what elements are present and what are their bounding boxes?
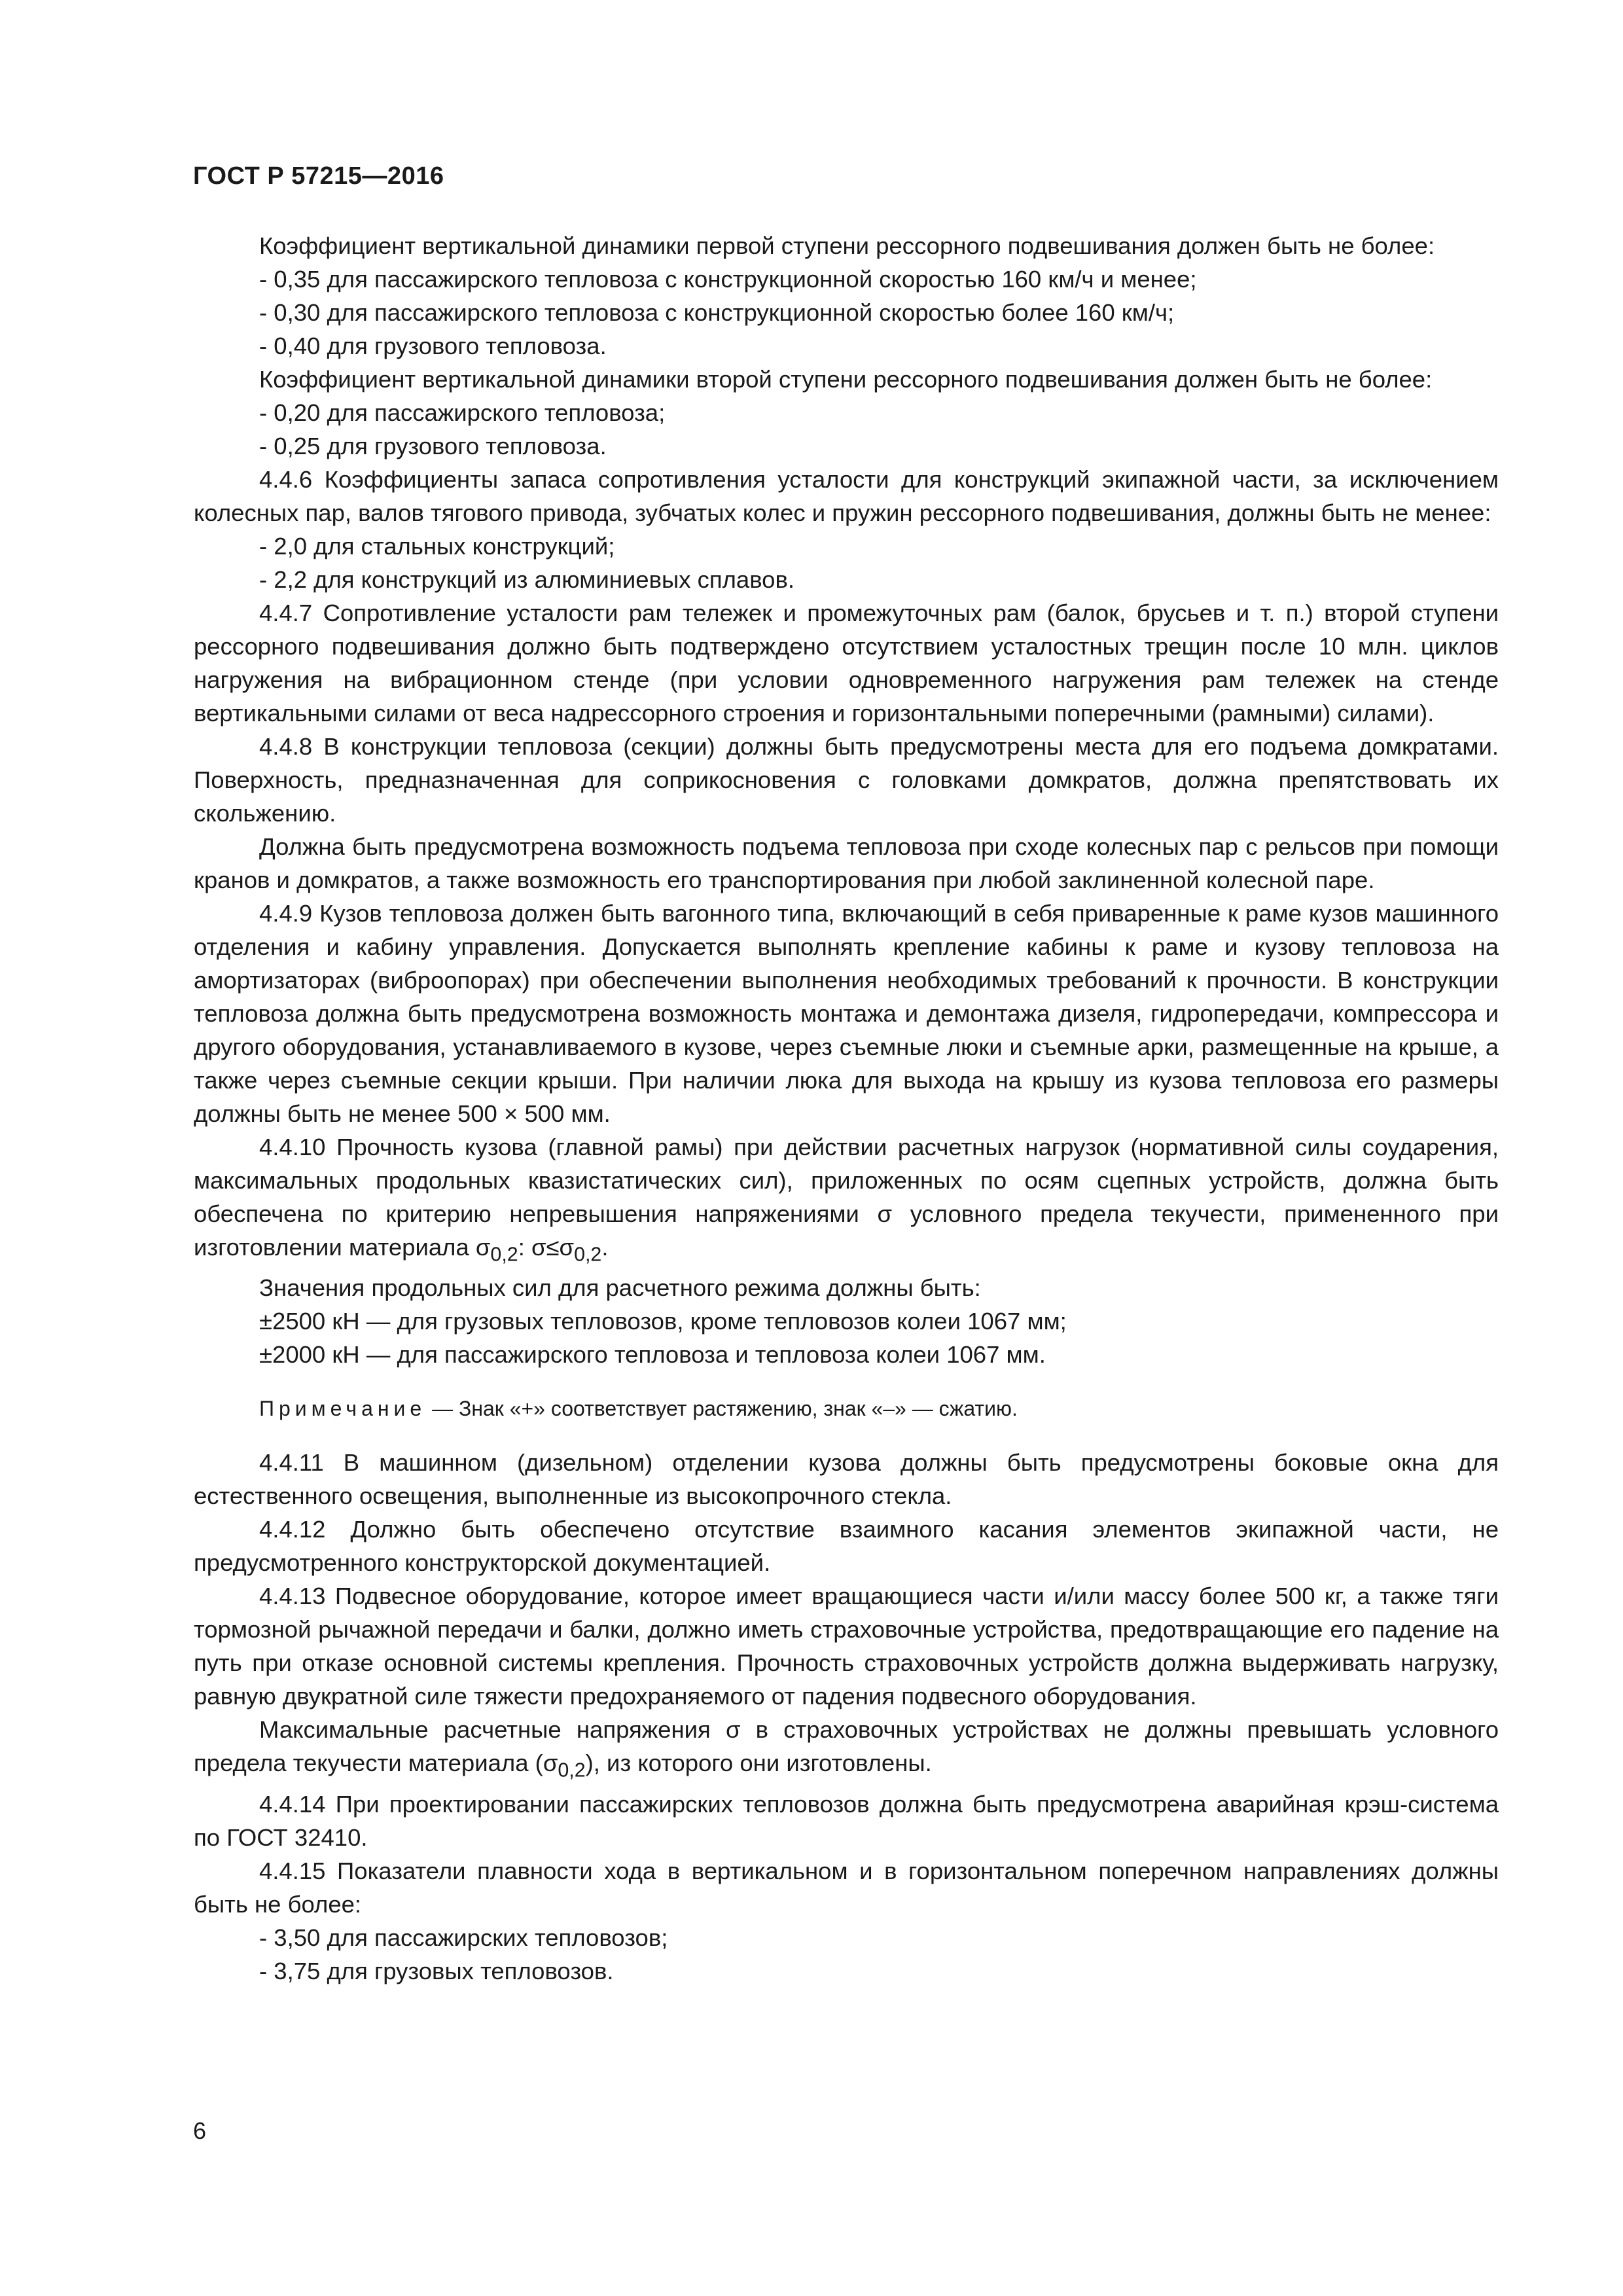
document-body	[194, 229, 1499, 1988]
note-text: — Знак «+» соответствует растяжению, знак «–» — сжатию.	[426, 1397, 1018, 1421]
paragraph	[194, 1713, 1499, 1787]
list-item: - 2,2 для конструкций из алюминиевых сплавов.	[259, 566, 795, 593]
list-item: - 3,75 для грузовых тепловозов.	[259, 1957, 614, 1984]
paragraph-end: ), из которого они изготовлены.	[585, 1749, 932, 1777]
paragraph-4-4-13: 4.4.13 Подвесное оборудование, которое имеет вращающиеся части и/или массу более 500 кг, а также тяги тормозной рычажной передачи и балки, должно иметь страховочные устройства, предотвращающие его падение на путь при отказе основной системы крепления. Прочность страховочных устройств должна выдерживать нагрузку, равную двукратной силе тяжести предохраняемого от падения подвесного оборудования.	[194, 1583, 1499, 1710]
paragraph-4-4-15: 4.4.15 Показатели плавности хода в вертикальном и в горизонтальном поперечном направлениях должны быть не более:	[194, 1857, 1499, 1918]
page-number: 6	[193, 2117, 207, 2144]
list-item: - 0,40 для грузового тепловоза.	[259, 332, 607, 359]
paragraph: Коэффициент вертикальной динамики второй ступени рессорного подвешивания должен быть не более:	[259, 366, 1433, 393]
list-item: - 2,0 для стальных конструкций;	[259, 533, 615, 560]
paragraph-4-4-7: 4.4.7 Сопротивление усталости рам тележек и промежуточных рам (балок, брусьев и т. п.) второй ступени рессорного подвешивания должно быть подтверждено отсутствием усталостных трещин после 10 млн. циклов нагружения на вибрационном стенде (при условии одновременного нагружения рам тележек на стенде вертикальными силами от веса надрессорного строения и горизонтальными поперечными (рамными) силами).	[194, 600, 1499, 726]
paragraph-4-4-8: 4.4.8 В конструкции тепловоза (секции) должны быть предусмотрены места для его подъема домкратами. Поверхность, предназначенная для соприкосновения с головками домкратов, должна препятствовать их скольжению.	[194, 733, 1499, 827]
paragraph-4-4-9: 4.4.9 Кузов тепловоза должен быть вагонного типа, включающий в себя приваренные к раме кузов машинного отделения и кабину управления. Допускается выполнять крепление кабины к раме и кузову тепловоза на амортизаторах (виброопорах) при обеспечении выполнения необходимых требований к прочности. В конструкции тепловоза должна быть предусмотрена возможность монтажа и демонтажа дизеля, гидропередачи, компрессора и другого оборудования, устанавливаемого в кузове, через съемные люки и съемные арки, размещенные на крыше, а также через съемные секции крыши. При наличии люка для выхода на крышу из кузова тепловоза его размеры должны быть не менее 500 × 500 мм.	[194, 900, 1499, 1127]
formula-text: : σ≤σ	[518, 1234, 575, 1261]
paragraph: Значения продольных сил для расчетного режима должны быть:	[259, 1274, 981, 1302]
note	[259, 1393, 1499, 1424]
list-item: - 0,30 для пассажирского тепловоза с конструкционной скоростью более 160 км/ч;	[259, 299, 1175, 326]
list-item: ±2000 кН — для пассажирского тепловоза и тепловоза колеи 1067 мм.	[259, 1341, 1046, 1369]
note-label: Примечание	[259, 1397, 427, 1421]
list-item: - 3,50 для пассажирских тепловозов;	[259, 1924, 668, 1951]
paragraph-4-4-12: 4.4.12 Должно быть обеспечено отсутствие взаимного касания элементов экипажной части, не предусмотренного конструкторской документацией.	[194, 1516, 1499, 1577]
subscript: 0,2	[574, 1243, 602, 1266]
list-item: ±2500 кН — для грузовых тепловозов, кроме тепловозов колеи 1067 мм;	[259, 1308, 1067, 1335]
list-item: - 0,20 для пассажирского тепловоза;	[259, 399, 666, 426]
paragraph-end: .	[601, 1234, 609, 1261]
subscript: 0,2	[490, 1243, 518, 1266]
paragraph-text: Максимальные расчетные напряжения σ в страховочных устройствах не должны превышать условного предела текучести материала (σ	[194, 1716, 1499, 1777]
list-item: - 0,35 для пассажирского тепловоза с конструкционной скоростью 160 км/ч и менее;	[259, 266, 1197, 293]
list-item: - 0,25 для грузового тепловоза.	[259, 433, 607, 459]
paragraph: Должна быть предусмотрена возможность подъема тепловоза при сходе колесных пар с рельсов при помощи кранов и домкратов, а также возможность его транспортирования при любой заклиненной колесной паре.	[194, 833, 1499, 893]
paragraph-text: 4.4.10 Прочность кузова (главной рамы) при действии расчетных нагрузок (нормативной силы соударения, максимальных продольных квазистатических сил), приложенных по осям сцепных устройств, должна быть обеспечена по критерию непревышения напряжениями σ условного предела текучести, примененного при изготовлении материала σ	[194, 1134, 1499, 1261]
paragraph-4-4-11: 4.4.11 В машинном (дизельном) отделении кузова должны быть предусмотрены боковые окна для естественного освещения, выполненные из высокопрочного стекла.	[194, 1449, 1499, 1510]
document-header-title: ГОСТ Р 57215—2016	[193, 162, 444, 190]
paragraph: Коэффициент вертикальной динамики первой ступени рессорного подвешивания должен быть не более:	[259, 232, 1435, 259]
subscript: 0,2	[558, 1759, 586, 1782]
paragraph-4-4-10	[194, 1130, 1499, 1271]
paragraph-4-4-14: 4.4.14 При проектировании пассажирских тепловозов должна быть предусмотрена аварийная крэш-система по ГОСТ 32410.	[194, 1790, 1499, 1851]
paragraph-4-4-6: 4.4.6 Коэффициенты запаса сопротивления усталости для конструкций экипажной части, за исключением колесных пар, валов тягового привода, зубчатых колес и пружин рессорного подвешивания, должны быть не менее:	[194, 466, 1499, 526]
